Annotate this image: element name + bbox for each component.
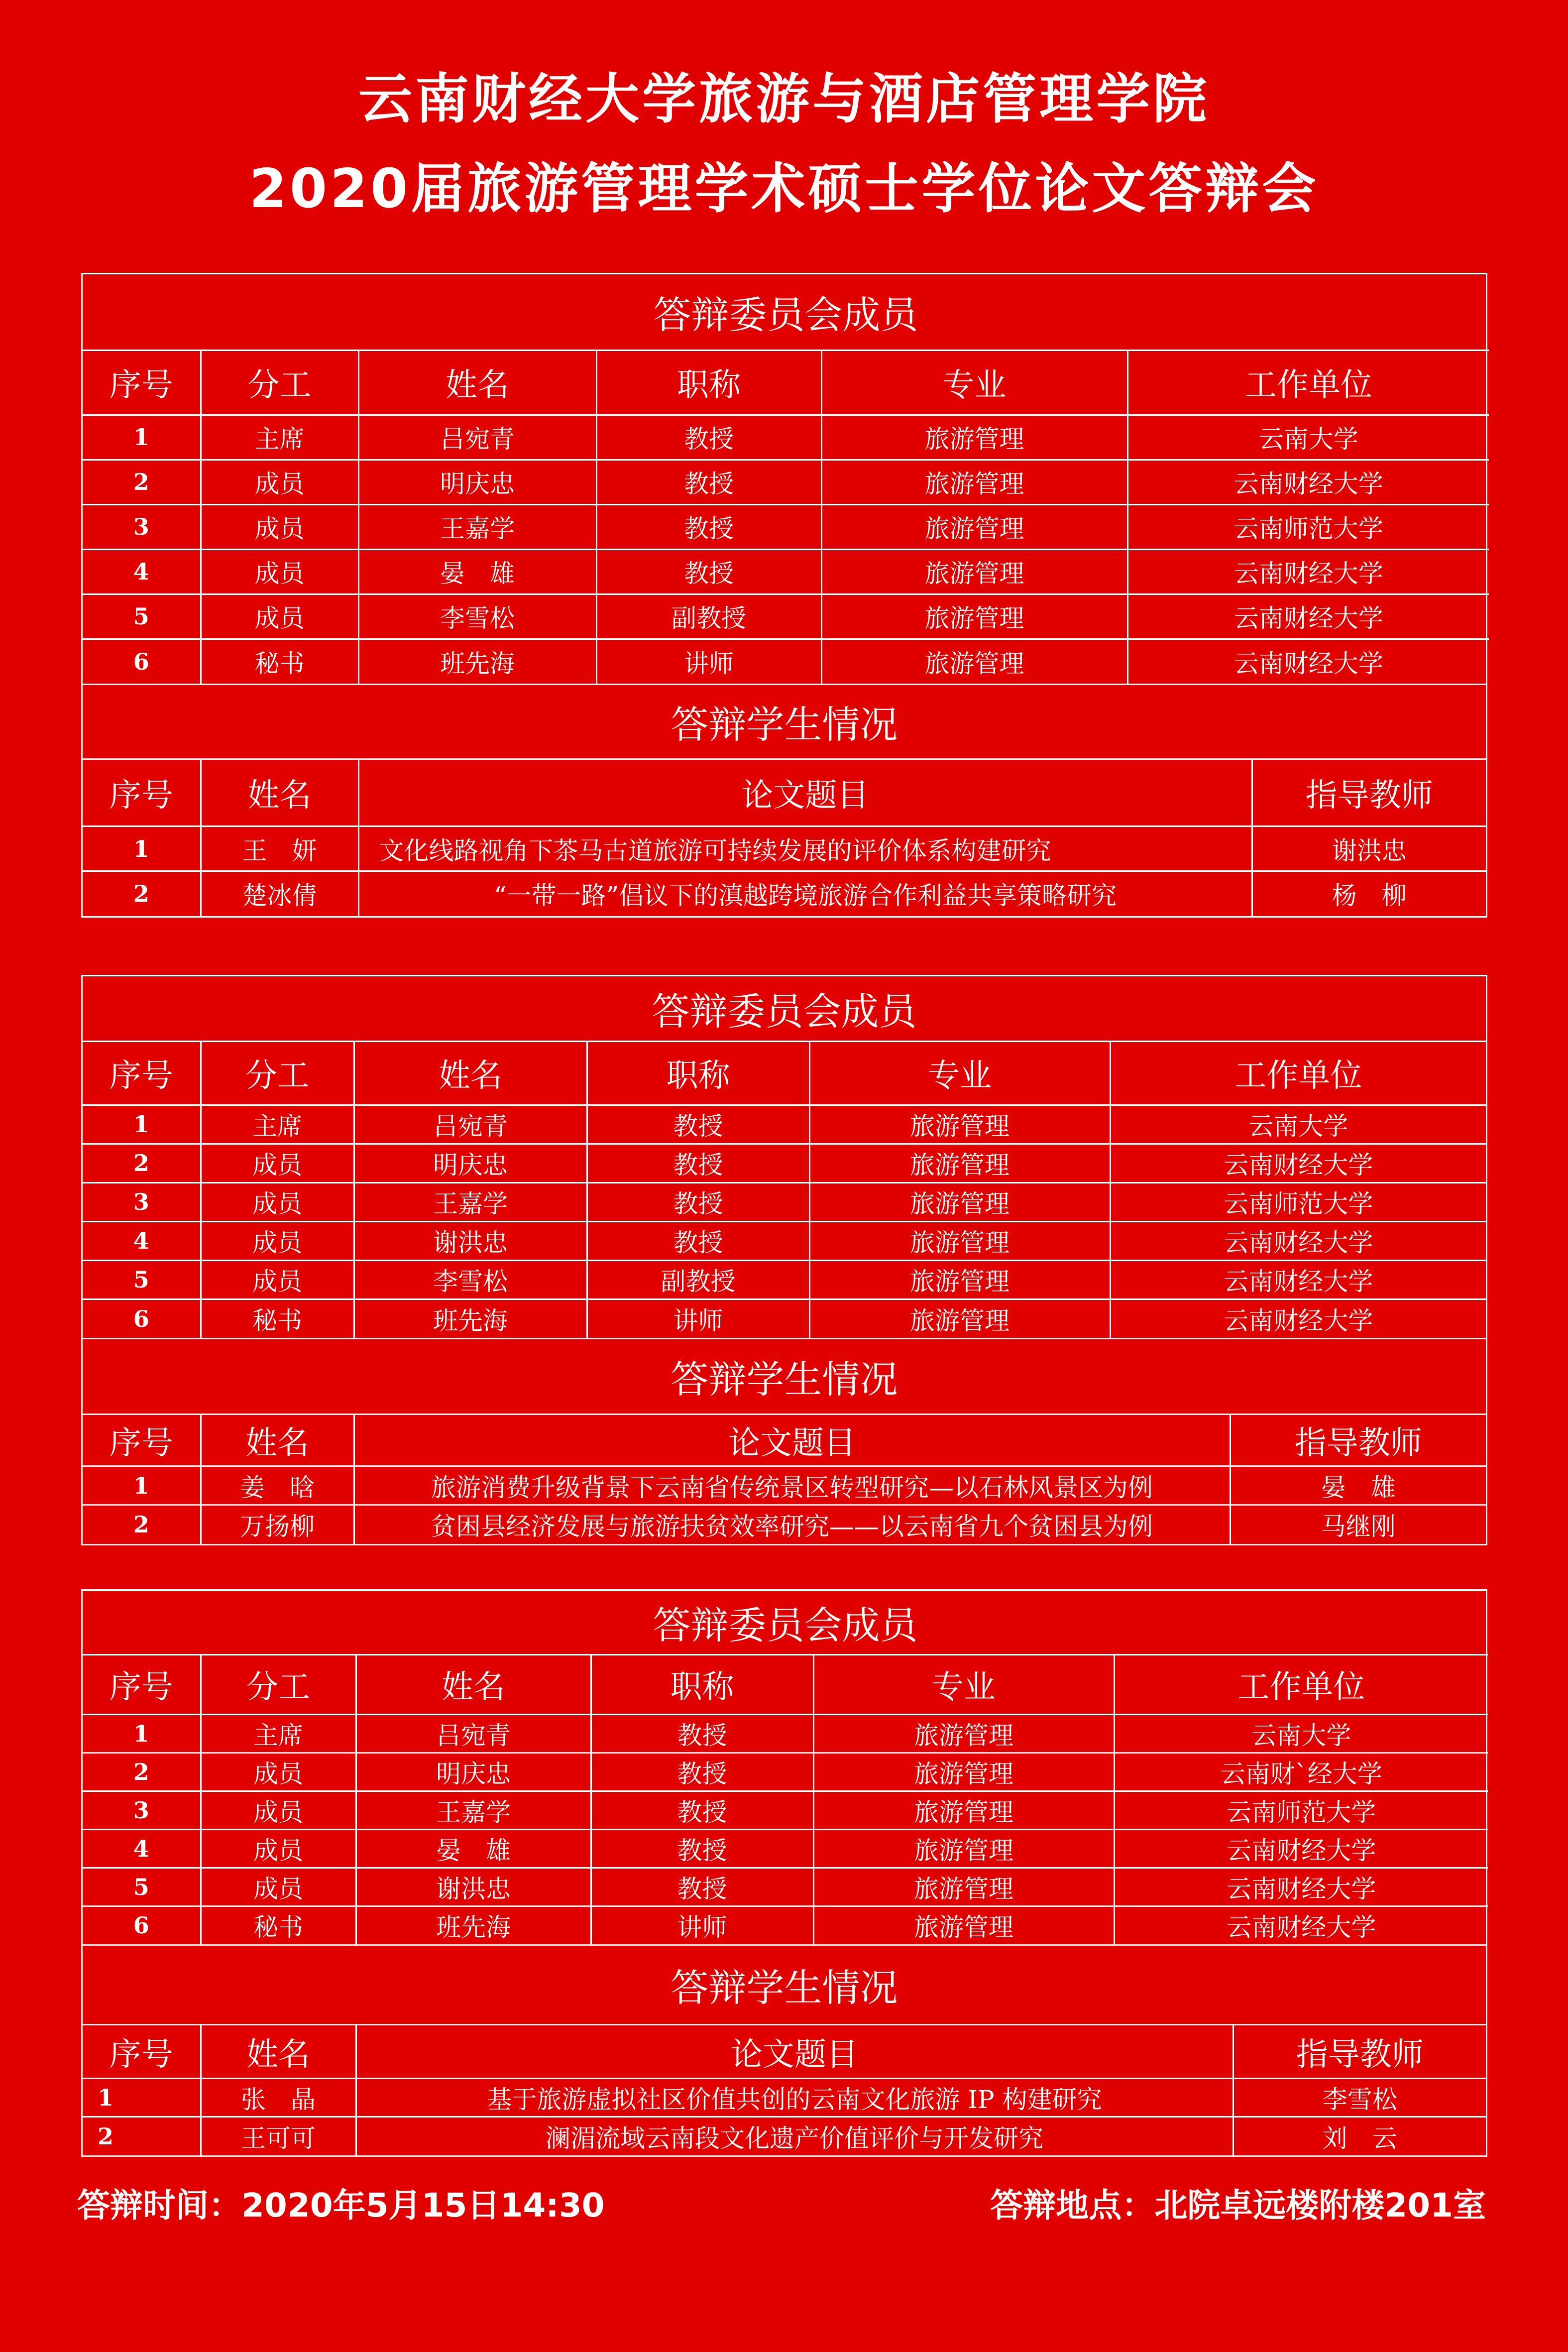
table-row bbox=[83, 1868, 1488, 1906]
member-no: 2 bbox=[83, 1144, 201, 1182]
member-no: 1 bbox=[83, 1105, 201, 1144]
student-advisor: 刘 云 bbox=[1233, 2117, 1486, 2155]
student-thesis: 澜湄流域云南段文化遗产价值评价与开发研究 bbox=[356, 2117, 1233, 2155]
member-rank: 教授 bbox=[587, 1144, 809, 1182]
member-role: 成员 bbox=[201, 1829, 356, 1868]
committee-title: 答辩委员会成员 bbox=[83, 274, 1489, 350]
member-no: 3 bbox=[83, 1182, 201, 1221]
member-no: 1 bbox=[83, 1714, 201, 1753]
member-rank: 教授 bbox=[591, 1753, 813, 1791]
member-name: 明庆忠 bbox=[358, 460, 596, 504]
member-name: 李雪松 bbox=[354, 1260, 587, 1299]
member-rank: 教授 bbox=[591, 1829, 813, 1868]
member-unit: 云南财经大学 bbox=[1110, 1144, 1486, 1182]
member-major: 旅游管理 bbox=[821, 504, 1127, 549]
member-rank: 副教授 bbox=[587, 1260, 809, 1299]
table-row bbox=[83, 594, 1489, 639]
member-no: 4 bbox=[83, 1829, 201, 1868]
header-advisor: 指导教师 bbox=[1252, 759, 1486, 826]
member-no: 3 bbox=[83, 504, 201, 549]
students-title: 答辩学生情况 bbox=[83, 1945, 1486, 2025]
header-no: 序号 bbox=[83, 350, 201, 415]
page-title-line-1: 云南财经大学旅游与酒店管理学院 bbox=[358, 68, 1210, 130]
member-no: 6 bbox=[83, 1906, 201, 1944]
table-row bbox=[83, 1714, 1488, 1753]
member-major: 旅游管理 bbox=[821, 415, 1127, 460]
student-name: 王可可 bbox=[201, 2117, 356, 2155]
committee-header-row bbox=[83, 1041, 1486, 1105]
student-advisor: 谢洪忠 bbox=[1252, 826, 1486, 871]
table-row bbox=[83, 1182, 1486, 1221]
table-row bbox=[83, 1221, 1486, 1260]
member-rank: 副教授 bbox=[596, 594, 821, 639]
header-role: 分工 bbox=[201, 1041, 354, 1105]
member-unit: 云南财经大学 bbox=[1127, 639, 1489, 684]
member-rank: 教授 bbox=[591, 1714, 813, 1753]
table-row bbox=[83, 549, 1489, 594]
table-row bbox=[83, 460, 1489, 504]
member-role: 成员 bbox=[201, 1182, 354, 1221]
member-name: 班先海 bbox=[354, 1299, 587, 1338]
member-rank: 教授 bbox=[587, 1105, 809, 1144]
table-row bbox=[83, 1906, 1488, 1944]
header-name: 姓名 bbox=[201, 2025, 356, 2079]
member-unit: 云南财经大学 bbox=[1110, 1221, 1486, 1260]
member-name: 晏 雄 bbox=[358, 549, 596, 594]
student-thesis: 基于旅游虚拟社区价值共创的云南文化旅游 IP 构建研究 bbox=[356, 2079, 1233, 2117]
member-unit: 云南财`经大学 bbox=[1114, 1753, 1488, 1791]
member-major: 旅游管理 bbox=[813, 1906, 1114, 1944]
member-no: 6 bbox=[83, 639, 201, 684]
header-role: 分工 bbox=[201, 1654, 356, 1714]
member-rank: 教授 bbox=[596, 415, 821, 460]
committee-table bbox=[83, 274, 1489, 684]
member-name: 吕宛青 bbox=[354, 1105, 587, 1144]
member-unit: 云南师范大学 bbox=[1110, 1182, 1486, 1221]
member-name: 吕宛青 bbox=[358, 415, 596, 460]
member-role: 成员 bbox=[201, 1260, 354, 1299]
student-name: 王 妍 bbox=[201, 826, 358, 871]
table-row bbox=[83, 1753, 1488, 1791]
table-row bbox=[83, 871, 1486, 916]
member-major: 旅游管理 bbox=[809, 1182, 1110, 1221]
member-role: 秘书 bbox=[201, 1299, 354, 1338]
member-major: 旅游管理 bbox=[809, 1144, 1110, 1182]
member-role: 成员 bbox=[201, 594, 358, 639]
header-advisor: 指导教师 bbox=[1230, 1414, 1486, 1466]
table-row bbox=[83, 1829, 1488, 1868]
header-name: 姓名 bbox=[356, 1654, 591, 1714]
student-name: 张 晶 bbox=[201, 2079, 356, 2117]
member-role: 秘书 bbox=[201, 1906, 356, 1944]
table-row bbox=[83, 2117, 1486, 2155]
member-name: 班先海 bbox=[358, 639, 596, 684]
member-unit: 云南财经大学 bbox=[1127, 460, 1489, 504]
member-major: 旅游管理 bbox=[821, 639, 1127, 684]
member-name: 王嘉学 bbox=[358, 504, 596, 549]
member-no: 5 bbox=[83, 1260, 201, 1299]
member-name: 明庆忠 bbox=[356, 1753, 591, 1791]
table-row bbox=[83, 1466, 1486, 1505]
committee-table bbox=[83, 976, 1486, 1338]
defense-location: 答辩地点：北院卓远楼附楼201室 bbox=[990, 2186, 1486, 2225]
header-unit: 工作单位 bbox=[1114, 1654, 1488, 1714]
students-title: 答辩学生情况 bbox=[83, 685, 1486, 759]
session-2 bbox=[81, 975, 1487, 1545]
table-row bbox=[83, 826, 1486, 871]
member-name: 吕宛青 bbox=[356, 1714, 591, 1753]
student-name: 万扬柳 bbox=[201, 1505, 354, 1544]
student-thesis: 文化线路视角下茶马古道旅游可持续发展的评价体系构建研究 bbox=[358, 826, 1252, 871]
header-unit: 工作单位 bbox=[1110, 1041, 1486, 1105]
students-header-row bbox=[83, 759, 1486, 826]
table-row bbox=[83, 1505, 1486, 1544]
member-no: 5 bbox=[83, 1868, 201, 1906]
header-name: 姓名 bbox=[201, 1414, 354, 1466]
header-name: 姓名 bbox=[354, 1041, 587, 1105]
students-table bbox=[83, 1338, 1486, 1544]
member-role: 成员 bbox=[201, 1221, 354, 1260]
header-thesis: 论文题目 bbox=[354, 1414, 1230, 1466]
member-major: 旅游管理 bbox=[809, 1221, 1110, 1260]
table-row bbox=[83, 2079, 1486, 2117]
member-major: 旅游管理 bbox=[813, 1714, 1114, 1753]
page-title-line-2: 2020届旅游管理学术硕士学位论文答辩会 bbox=[249, 158, 1319, 220]
student-no: 1 bbox=[83, 1466, 201, 1505]
member-rank: 教授 bbox=[587, 1221, 809, 1260]
member-name: 谢洪忠 bbox=[356, 1868, 591, 1906]
student-no: 1 bbox=[83, 2079, 201, 2117]
header-no: 序号 bbox=[83, 1414, 201, 1466]
table-row bbox=[83, 1791, 1488, 1829]
students-table bbox=[83, 684, 1486, 916]
member-role: 主席 bbox=[201, 1105, 354, 1144]
committee-table bbox=[83, 1591, 1488, 1944]
defense-time: 答辩时间：2020年5月15日14:30 bbox=[77, 2186, 605, 2225]
member-role: 成员 bbox=[201, 1753, 356, 1791]
student-name: 姜 晗 bbox=[201, 1466, 354, 1505]
committee-title: 答辩委员会成员 bbox=[83, 976, 1486, 1041]
member-rank: 教授 bbox=[591, 1868, 813, 1906]
header-name: 姓名 bbox=[358, 350, 596, 415]
member-rank: 教授 bbox=[596, 504, 821, 549]
member-rank: 讲师 bbox=[591, 1906, 813, 1944]
member-no: 4 bbox=[83, 1221, 201, 1260]
member-rank: 讲师 bbox=[596, 639, 821, 684]
header-no: 序号 bbox=[83, 2025, 201, 2079]
member-unit: 云南财经大学 bbox=[1110, 1260, 1486, 1299]
member-role: 成员 bbox=[201, 1791, 356, 1829]
member-name: 晏 雄 bbox=[356, 1829, 591, 1868]
students-header-row bbox=[83, 2025, 1486, 2079]
session-3 bbox=[81, 1589, 1487, 2157]
member-major: 旅游管理 bbox=[813, 1829, 1114, 1868]
header-rank: 职称 bbox=[591, 1654, 813, 1714]
member-no: 2 bbox=[83, 460, 201, 504]
member-unit: 云南财经大学 bbox=[1114, 1868, 1488, 1906]
committee-title: 答辩委员会成员 bbox=[83, 1591, 1488, 1654]
student-no: 2 bbox=[83, 1505, 201, 1544]
student-advisor: 杨 柳 bbox=[1252, 871, 1486, 916]
member-major: 旅游管理 bbox=[821, 549, 1127, 594]
member-rank: 教授 bbox=[591, 1791, 813, 1829]
header-no: 序号 bbox=[83, 759, 201, 826]
member-major: 旅游管理 bbox=[821, 460, 1127, 504]
student-advisor: 晏 雄 bbox=[1230, 1466, 1486, 1505]
member-no: 3 bbox=[83, 1791, 201, 1829]
header-rank: 职称 bbox=[596, 350, 821, 415]
member-major: 旅游管理 bbox=[821, 594, 1127, 639]
header-major: 专业 bbox=[813, 1654, 1114, 1714]
header-thesis: 论文题目 bbox=[358, 759, 1252, 826]
header-advisor: 指导教师 bbox=[1233, 2025, 1486, 2079]
committee-header-row bbox=[83, 1654, 1488, 1714]
students-header-row bbox=[83, 1414, 1486, 1466]
member-major: 旅游管理 bbox=[809, 1299, 1110, 1338]
member-rank: 教授 bbox=[596, 460, 821, 504]
member-name: 王嘉学 bbox=[354, 1182, 587, 1221]
session-1 bbox=[81, 273, 1487, 918]
table-row bbox=[83, 1299, 1486, 1338]
member-unit: 云南财经大学 bbox=[1114, 1906, 1488, 1944]
header-name: 姓名 bbox=[201, 759, 358, 826]
table-row bbox=[83, 1260, 1486, 1299]
student-advisor: 李雪松 bbox=[1233, 2079, 1486, 2117]
table-row bbox=[83, 639, 1489, 684]
header-no: 序号 bbox=[83, 1654, 201, 1714]
header-no: 序号 bbox=[83, 1041, 201, 1105]
student-no: 1 bbox=[83, 826, 201, 871]
member-role: 成员 bbox=[201, 504, 358, 549]
header-major: 专业 bbox=[809, 1041, 1110, 1105]
member-unit: 云南财经大学 bbox=[1110, 1299, 1486, 1338]
member-major: 旅游管理 bbox=[813, 1868, 1114, 1906]
committee-header-row bbox=[83, 350, 1489, 415]
member-major: 旅游管理 bbox=[809, 1105, 1110, 1144]
member-no: 2 bbox=[83, 1753, 201, 1791]
student-thesis: “一带一路”倡议下的滇越跨境旅游合作利益共享策略研究 bbox=[358, 871, 1252, 916]
member-name: 班先海 bbox=[356, 1906, 591, 1944]
student-name: 楚冰倩 bbox=[201, 871, 358, 916]
member-no: 1 bbox=[83, 415, 201, 460]
student-thesis: 旅游消费升级背景下云南省传统景区转型研究—以石林风景区为例 bbox=[354, 1466, 1230, 1505]
member-role: 主席 bbox=[201, 1714, 356, 1753]
member-role: 成员 bbox=[201, 460, 358, 504]
member-unit: 云南财经大学 bbox=[1114, 1829, 1488, 1868]
header-unit: 工作单位 bbox=[1127, 350, 1489, 415]
table-row bbox=[83, 1144, 1486, 1182]
member-name: 李雪松 bbox=[358, 594, 596, 639]
member-major: 旅游管理 bbox=[809, 1260, 1110, 1299]
header-role: 分工 bbox=[201, 350, 358, 415]
member-major: 旅游管理 bbox=[813, 1791, 1114, 1829]
student-thesis: 贫困县经济发展与旅游扶贫效率研究——以云南省九个贫困县为例 bbox=[354, 1505, 1230, 1544]
member-name: 王嘉学 bbox=[356, 1791, 591, 1829]
member-rank: 教授 bbox=[587, 1182, 809, 1221]
student-advisor: 马继刚 bbox=[1230, 1505, 1486, 1544]
member-role: 成员 bbox=[201, 549, 358, 594]
header-major: 专业 bbox=[821, 350, 1127, 415]
header-thesis: 论文题目 bbox=[356, 2025, 1233, 2079]
table-row bbox=[83, 415, 1489, 460]
member-no: 6 bbox=[83, 1299, 201, 1338]
member-name: 明庆忠 bbox=[354, 1144, 587, 1182]
member-unit: 云南大学 bbox=[1110, 1105, 1486, 1144]
member-major: 旅游管理 bbox=[813, 1753, 1114, 1791]
student-no: 2 bbox=[83, 871, 201, 916]
member-unit: 云南师范大学 bbox=[1127, 504, 1489, 549]
member-name: 谢洪忠 bbox=[354, 1221, 587, 1260]
member-rank: 讲师 bbox=[587, 1299, 809, 1338]
member-unit: 云南大学 bbox=[1127, 415, 1489, 460]
member-role: 主席 bbox=[201, 415, 358, 460]
member-role: 秘书 bbox=[201, 639, 358, 684]
member-unit: 云南大学 bbox=[1114, 1714, 1488, 1753]
students-title: 答辩学生情况 bbox=[83, 1339, 1486, 1414]
table-row bbox=[83, 504, 1489, 549]
table-row bbox=[83, 1105, 1486, 1144]
header-rank: 职称 bbox=[587, 1041, 809, 1105]
student-no: 2 bbox=[83, 2117, 201, 2155]
member-no: 4 bbox=[83, 549, 201, 594]
member-role: 成员 bbox=[201, 1144, 354, 1182]
member-role: 成员 bbox=[201, 1868, 356, 1906]
member-rank: 教授 bbox=[596, 549, 821, 594]
member-unit: 云南财经大学 bbox=[1127, 549, 1489, 594]
member-no: 5 bbox=[83, 594, 201, 639]
member-unit: 云南财经大学 bbox=[1127, 594, 1489, 639]
member-unit: 云南师范大学 bbox=[1114, 1791, 1488, 1829]
students-table bbox=[83, 1944, 1486, 2155]
